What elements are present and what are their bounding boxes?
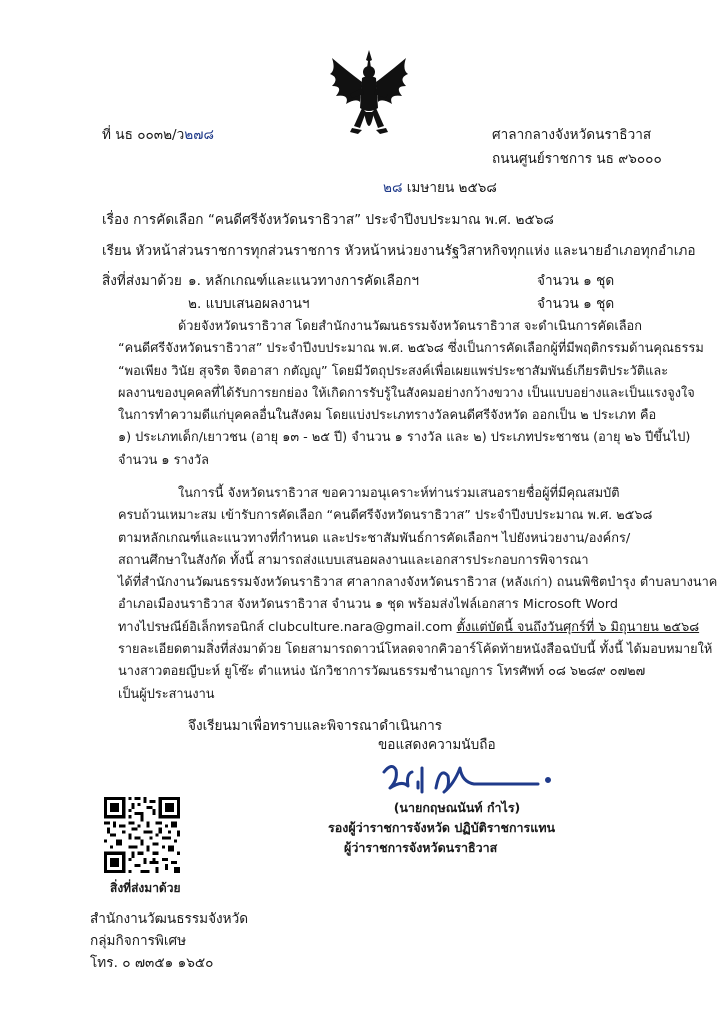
paragraph-line: ๑) ประเภทเด็ก/เยาวชน (อายุ ๑๓ - ๒๕ ปี) จำนวน ๑ รางวัล และ ๒) ประเภทประชาชน (อายุ ๒๖ ปีขึ้นไป) [118, 430, 691, 446]
date-day: ๒๘ [383, 180, 403, 196]
enclosure-item: ๑. หลักเกณฑ์และแนวทางการคัดเลือกฯ [188, 273, 419, 289]
paragraph-line: นางสาวตอยญีบะห์ ยูโซ๊ะ ตำแหน่ง นักวิชาการวัฒนธรรมชำนาญการ โทรศัพท์ ๐๘ ๖๒๘๙ ๐๗๒๗ [118, 664, 646, 680]
paragraph-line: สถานศึกษาในสังกัด ทั้งนี้ สามารถส่งแบบเสนอผลงานและเอกสารประกอบการพิจารณา [118, 552, 589, 568]
office-address-line2: ถนนศูนย์ราชการ นธ ๙๖๐๐๐ [492, 151, 662, 167]
letter-date [383, 176, 497, 198]
paragraph-line: รายละเอียดตามสิ่งที่ส่งมาด้วย โดยสามารถดาวน์โหลดจากคิวอาร์โค้ดท้ายหนังสือฉบับนี้ ทั้งนี้ ได้มอบหมายให้ [118, 642, 713, 658]
paragraph-line: ในการทำความดีแก่บุคคลอื่นในสังคม โดยแบ่งประเภทรางวัลคนดีศรีจังหวัด ออกเป็น ๒ ประเภท คือ [118, 408, 657, 424]
enclosure-qty: จำนวน ๑ ชุด [537, 273, 615, 289]
complimentary-close: ขอแสดงความนับถือ [378, 737, 496, 753]
deadline-text: ตั้งแต่บัดนี้ จนถึงวันศุกร์ที่ ๖ มิถุนายน ๒๕๖๘ [456, 619, 700, 635]
reference-number [102, 123, 214, 145]
paragraph-line: ครบถ้วนเหมาะสม เข้ารับการคัดเลือก “คนดีศรีจังหวัดนราธิวาส” ประจำปีงบประมาณ พ.ศ. ๒๕๖๘ [118, 508, 653, 524]
paragraph-line: ด้วยจังหวัดนราธิวาส โดยสำนักงานวัฒนธรรมจังหวัดนราธิวาส จะดำเนินการคัดเลือก [178, 319, 642, 334]
paragraph-line: จำนวน ๑ รางวัล [118, 452, 209, 468]
enclosure-item: ๒. แบบเสนอผลงานฯ [188, 296, 310, 312]
email-text: ทางไปรษณีย์อิเล็กทรอนิกส์ clubculture.nara@gmail.com [118, 619, 457, 635]
paragraph-line: อำเภอเมืองนราธิวาส จังหวัดนราธิวาส จำนวน ๑ ชุด พร้อมส่งไฟล์เอกสาร Microsoft Word [118, 597, 618, 613]
reference-prefix: ที่ นธ ๐๐๓๒/ว [102, 127, 185, 143]
paragraph-line: ในการนี้ จังหวัดนราธิวาส ขอความอนุเคราะห์ท่านร่วมเสนอรายชื่อผู้ที่มีคุณสมบัติ [178, 486, 620, 501]
signatory-title-line2: ผู้ว่าราชการจังหวัดนราธิวาส [344, 840, 498, 855]
letter-subject: เรื่อง การคัดเลือก “คนดีศรีจังหวัดนราธิวาส” ประจำปีงบประมาณ พ.ศ. ๒๕๖๘ [102, 212, 554, 228]
garuda-emblem-icon [326, 48, 412, 146]
qr-code-icon [104, 797, 180, 873]
paragraph-line: “คนดีศรีจังหวัดนราธิวาส” ประจำปีงบประมาณ พ.ศ. ๒๕๖๘ ซึ่งเป็นการคัดเลือกผู้ที่มีพฤติกรรมด้านคุณธรรม [118, 341, 704, 357]
paragraph-line-email [118, 617, 700, 639]
footer-phone: โทร. ๐ ๗๓๕๑ ๑๖๕๐ [90, 955, 214, 971]
reference-number-handwritten: ๒๗๘ [184, 127, 214, 143]
signature-icon [378, 758, 558, 802]
closing-paragraph: จึงเรียนมาเพื่อทราบและพิจารณาดำเนินการ [188, 718, 443, 734]
body-paragraph-2 [118, 483, 718, 706]
date-month-year: เมษายน ๒๕๖๘ [402, 180, 497, 196]
paragraph-line: ตามหลักเกณฑ์และแนวทางที่กำหนด และประชาสัมพันธ์การคัดเลือกฯ ไปยังหน่วยงาน/องค์กร/ [118, 530, 631, 546]
paragraph-line: ได้ที่สำนักงานวัฒนธรรมจังหวัดนราธิวาส ศาลากลางจังหวัดนราธิวาส (หลังเก่า) ถนนพิชิตบำรุง ตำบลบางนาค [118, 575, 718, 591]
paragraph-line: ผลงานของบุคคลที่ได้รับการยกย่อง ให้เกิดการรับรู้ในสังคมอย่างกว้างขวาง เป็นแบบอย่างและเป็นแรงจูงใจ [118, 385, 695, 401]
paragraph-line: เป็นผู้ประสานงาน [118, 686, 215, 702]
footer-department-line2: กลุ่มกิจการพิเศษ [90, 933, 187, 949]
letter-recipient: เรียน หัวหน้าส่วนราชการทุกส่วนราชการ หัวหน้าหน่วยงานรัฐวิสาหกิจทุกแห่ง และนายอำเภอทุกอำเภอ [102, 243, 696, 259]
qr-caption: สิ่งที่ส่งมาด้วย [110, 881, 181, 895]
signatory-name: (นายกฤษณนันท์ กำไร) [393, 800, 521, 815]
paragraph-line: “พอเพียง วินัย สุจริต จิตอาสา กตัญญู” โดยมีวัตถุประสงค์เพื่อเผยแพร่ประชาสัมพันธ์เกียรติประวัติและ [118, 363, 669, 379]
enclosure-qty: จำนวน ๑ ชุด [537, 296, 615, 312]
footer-department-line1: สำนักงานวัฒนธรรมจังหวัด [90, 911, 249, 927]
office-address-line1: ศาลากลางจังหวัดนราธิวาส [492, 127, 652, 143]
body-paragraph-1 [118, 316, 704, 472]
signatory-title-line1: รองผู้ว่าราชการจังหวัด ปฏิบัติราชการแทน [328, 820, 556, 835]
enclosures-label: สิ่งที่ส่งมาด้วย [102, 273, 182, 289]
